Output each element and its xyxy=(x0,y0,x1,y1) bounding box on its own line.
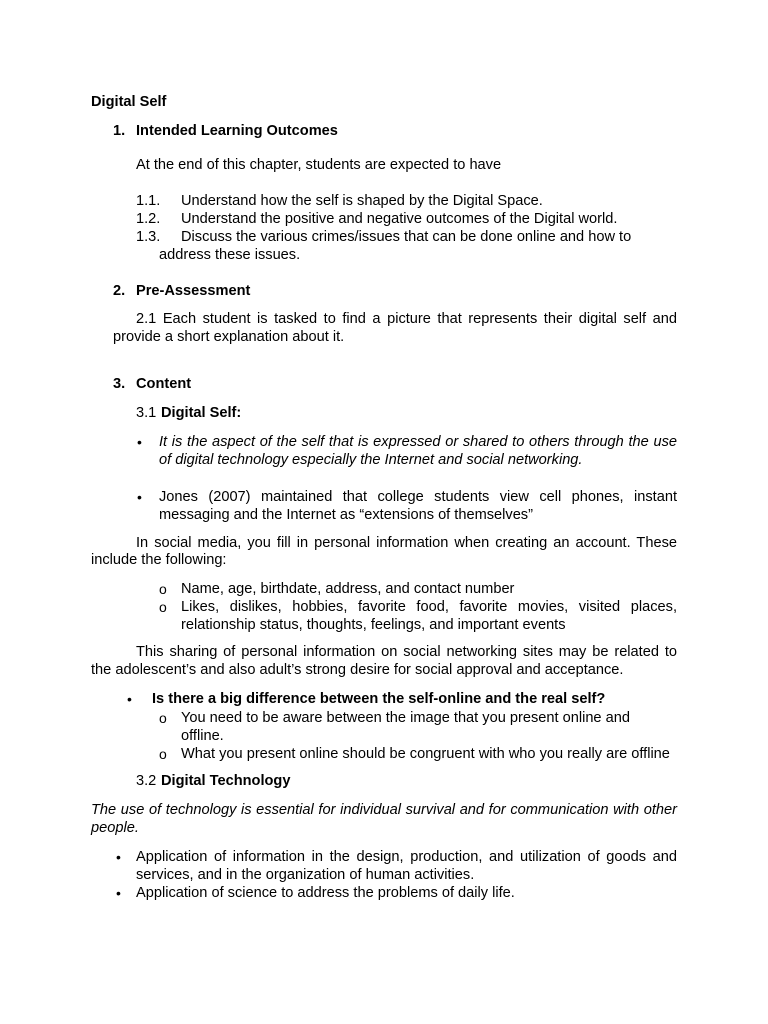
question-answer-1-line-2: offline. xyxy=(181,728,224,744)
outcome-2-number: 1.2. xyxy=(136,211,161,227)
social-media-paragraph-line-2: include the following: xyxy=(91,552,227,568)
bullet-icon: • xyxy=(116,885,121,901)
sharing-paragraph-line-2: the adolescent’s and also adult’s strong desire for social approval and acceptance. xyxy=(91,662,624,678)
bullet-icon: • xyxy=(137,489,142,505)
circle-bullet-icon: o xyxy=(159,746,167,762)
section-1-number: 1. xyxy=(113,123,126,139)
section-2-number: 2. xyxy=(113,283,126,299)
personal-info-item-2-continuation: relationship status, thoughts, feelings, and important events xyxy=(181,617,566,633)
outcomes-intro: At the end of this chapter, students are expected to have xyxy=(136,157,502,173)
bullet-icon: • xyxy=(127,691,132,707)
personal-info-item-1: Name, age, birthdate, address, and contact number xyxy=(181,581,515,597)
bullet-icon: • xyxy=(137,434,142,450)
circle-bullet-icon: o xyxy=(159,599,167,615)
subsection-3-2-number: 3.2 xyxy=(136,773,157,789)
outcome-2-text: Understand the positive and negative outcomes of the Digital world. xyxy=(181,211,618,227)
digital-self-definition-line-2: of digital technology especially the Internet and social networking. xyxy=(159,452,583,468)
digital-self-definition-line-1: It is the aspect of the self that is expressed or shared to others through the use xyxy=(159,434,677,450)
pre-assessment-line-1: 2.1 Each student is tasked to find a picture that represents their digital self and xyxy=(136,311,677,327)
document-title: Digital Self xyxy=(91,94,167,110)
circle-bullet-icon: o xyxy=(159,581,167,597)
self-online-question: Is there a big difference between the self-online and the real self? xyxy=(152,691,606,707)
social-media-paragraph-line-1: In social media, you fill in personal information when creating an account. These xyxy=(136,535,677,551)
outcome-3-text: Discuss the various crimes/issues that can be done online and how to xyxy=(181,229,632,245)
sharing-paragraph-line-1: This sharing of personal information on social networking sites may be related to xyxy=(136,644,677,660)
section-3-number: 3. xyxy=(113,376,126,392)
subsection-3-1-title: Digital Self: xyxy=(161,405,242,421)
application-1-line-1: Application of information in the design, production, and utilization of goods and xyxy=(136,849,677,865)
jones-bullet-line-1: Jones (2007) maintained that college students view cell phones, instant xyxy=(159,489,677,505)
subsection-3-1-number: 3.1 xyxy=(136,405,157,421)
section-2-heading: Pre-Assessment xyxy=(136,283,251,299)
outcome-1-number: 1.1. xyxy=(136,193,161,209)
outcome-1-text: Understand how the self is shaped by the Digital Space. xyxy=(181,193,543,209)
jones-bullet-line-2: messaging and the Internet as “extensions of themselves” xyxy=(159,507,533,523)
circle-bullet-icon: o xyxy=(159,710,167,726)
section-3-heading: Content xyxy=(136,376,192,392)
technology-statement-line-1: The use of technology is essential for individual survival and for communication with other xyxy=(91,802,677,818)
outcome-3-number: 1.3. xyxy=(136,229,161,245)
personal-info-item-2: Likes, dislikes, hobbies, favorite food, favorite movies, visited places, xyxy=(181,599,677,615)
section-1-heading: Intended Learning Outcomes xyxy=(136,123,338,139)
question-answer-2: What you present online should be congruent with who you really are offline xyxy=(181,746,670,762)
outcome-3-continuation: address these issues. xyxy=(159,247,301,263)
technology-statement-line-2: people. xyxy=(91,820,139,836)
application-2: Application of science to address the problems of daily life. xyxy=(136,885,515,901)
subsection-3-2-title: Digital Technology xyxy=(161,773,291,789)
application-1-line-2: services, and in the organization of human activities. xyxy=(136,867,475,883)
question-answer-1-line-1: You need to be aware between the image that you present online and xyxy=(181,710,630,726)
pre-assessment-line-2: provide a short explanation about it. xyxy=(113,329,345,345)
bullet-icon: • xyxy=(116,849,121,865)
